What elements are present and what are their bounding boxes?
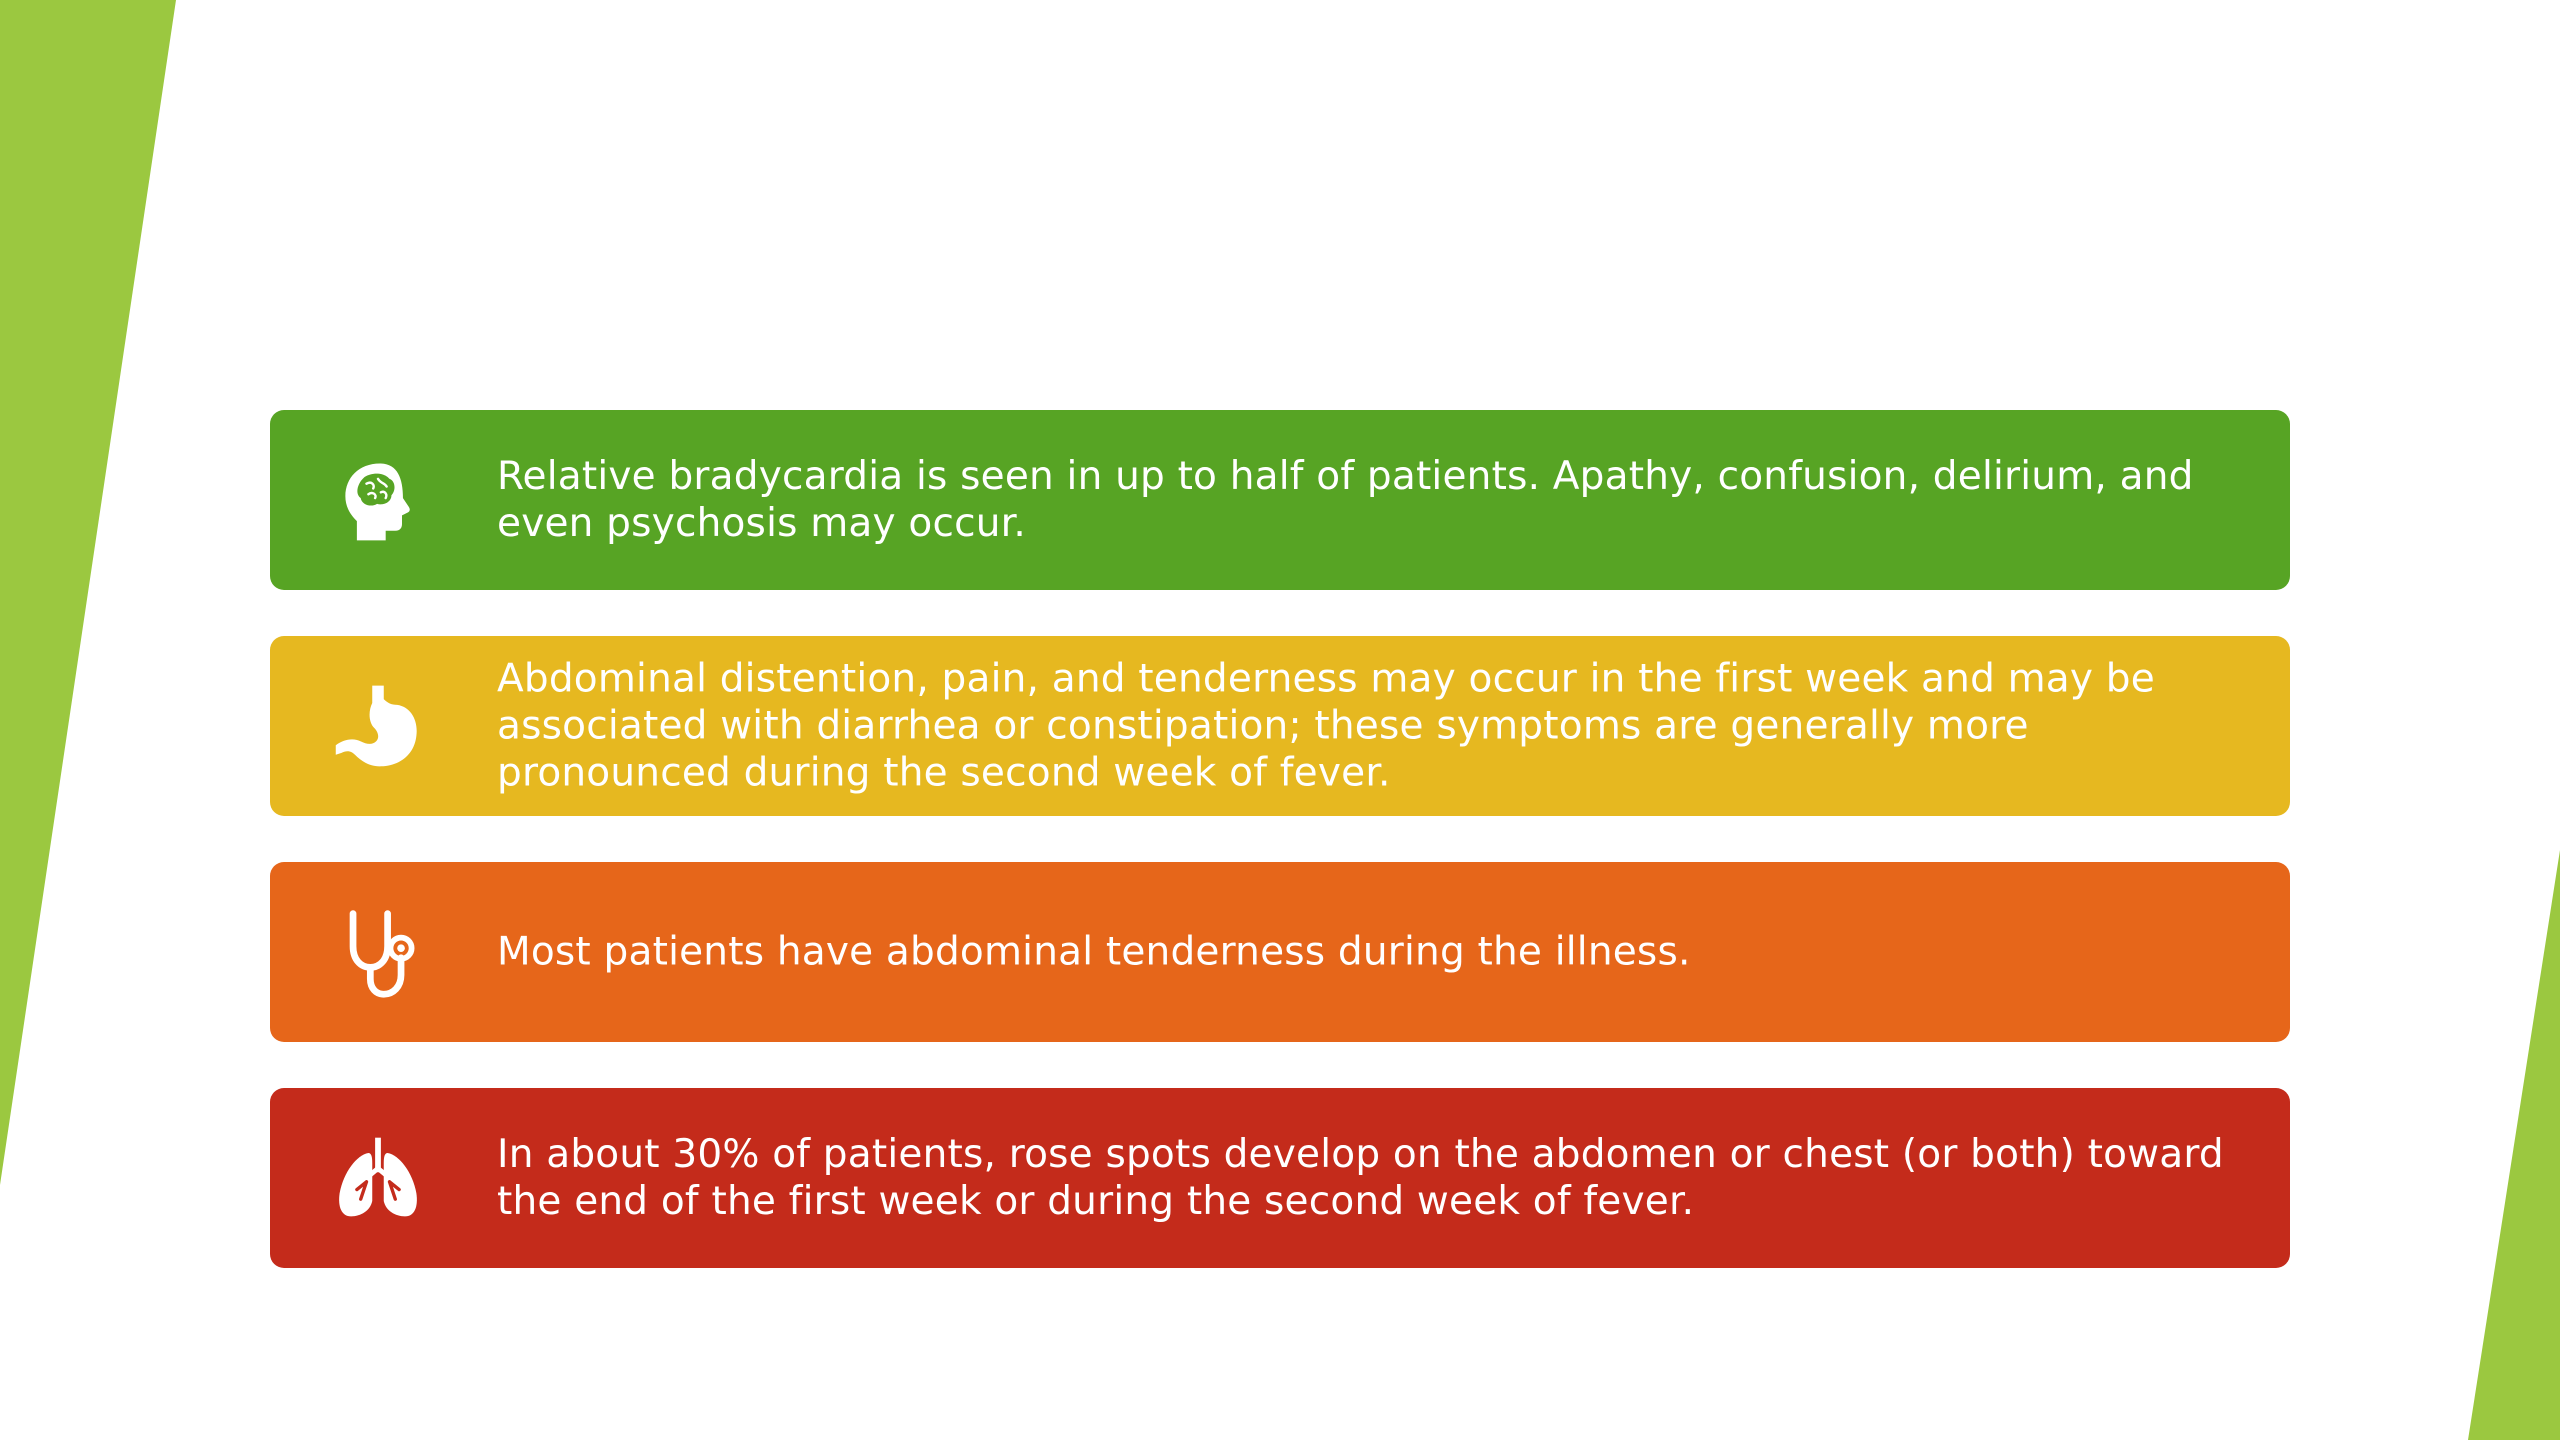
- lungs-icon: [330, 1130, 426, 1226]
- brain-head-icon: [330, 452, 426, 548]
- left-green-accent: [0, 0, 176, 1185]
- symptom-card-neuro: [270, 410, 2290, 590]
- symptom-text: Relative bradycardia is seen in up to half of patients. Apathy, confusion, delirium, and even psychosis may occur.: [497, 454, 2194, 546]
- right-green-accent: [2468, 850, 2560, 1440]
- symptom-card-tenderness: [270, 862, 2290, 1042]
- symptom-text: Most patients have abdominal tenderness during the illness.: [497, 929, 1691, 975]
- symptom-card-rose-spots: [270, 1088, 2290, 1268]
- symptom-text: In about 30% of patients, rose spots develop on the abdomen or chest (or both) toward the end of the first week or during the second week of fever.: [497, 1132, 2224, 1224]
- stethoscope-icon: [330, 904, 426, 1000]
- symptom-card-abdominal: [270, 636, 2290, 816]
- stomach-icon: [330, 678, 426, 774]
- symptom-text: Abdominal distention, pain, and tenderness may occur in the first week and may be associated with diarrhea or constipation; these symptoms are generally more pronounced during the second week of fever.: [497, 656, 2155, 796]
